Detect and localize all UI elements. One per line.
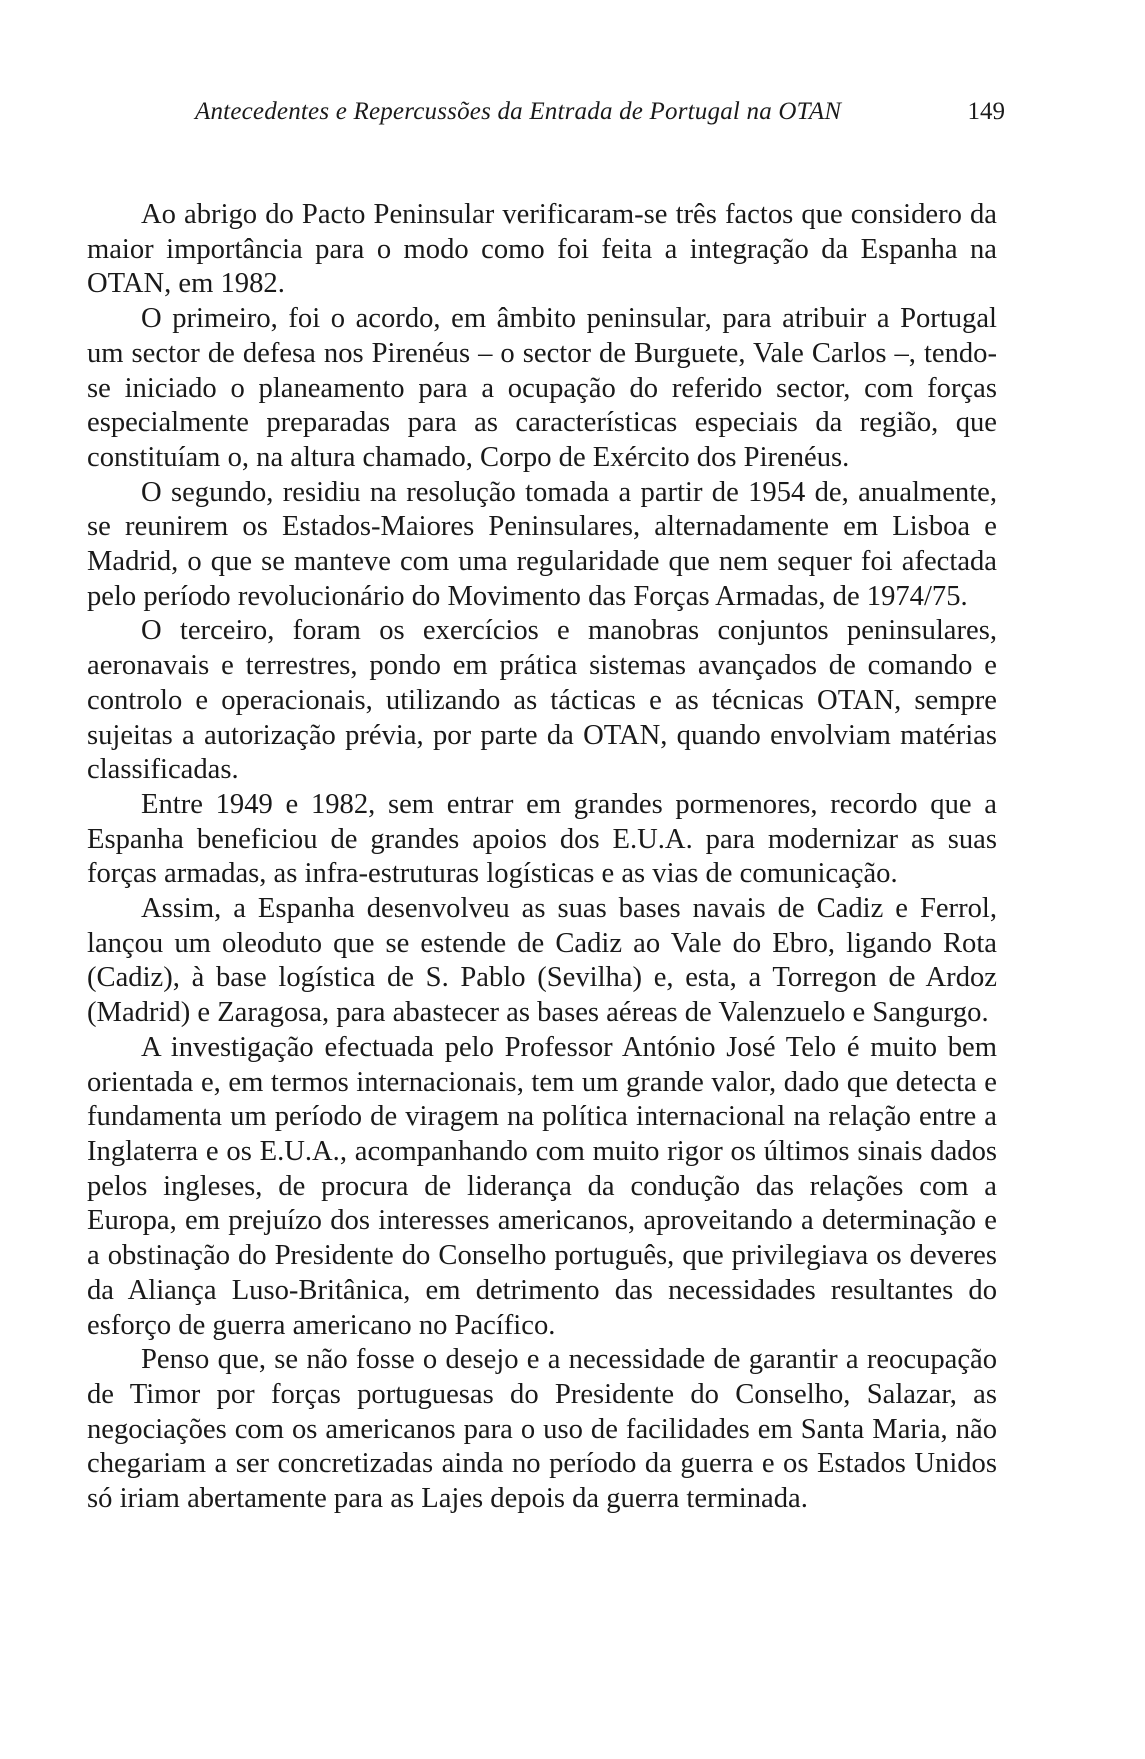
paragraph: Penso que, se não fosse o desejo e a necessidade de garantir a reocupação de Timor por forças portuguesas do Presidente do Conselho, Salazar, as negociações com os americanos para o uso de facilidades em Santa Maria, não chegariam a ser concretizadas ainda no período da guerra e os Estados Unidos só iriam abertamente para as Lajes depois da guerra terminada.: [87, 1344, 997, 1515]
paragraph: O primeiro, foi o acordo, em âmbito peninsular, para atribuir a Portugal um sector de defesa nos Pirenéus – o sector de Burguete, Vale Carlos –, tendo-se iniciado o planeamento para a ocupação do referido sector, com forças especialmente preparadas para as características especiais da região, que constituíam o, na altura chamado, Corpo de Exército dos Pirenéus.: [87, 303, 997, 473]
page-header: [195, 98, 1005, 138]
paragraph: Ao abrigo do Pacto Peninsular verificaram-se três factos que considero da maior importância para o modo como foi feita a integração da Espanha na OTAN, em 1982.: [87, 199, 997, 300]
paragraph: O segundo, residiu na resolução tomada a partir de 1954 de, anualmente, se reunirem os Estados-Maiores Peninsulares, alternadamente em Lisboa e Madrid, o que se manteve com uma regularidade que nem sequer foi afectada pelo período revolucionário do Movimento das Forças Armadas, de 1974/75.: [87, 476, 997, 612]
paragraph: A investigação efectuada pelo Professor António José Telo é muito bem orientada e, em termos internacionais, tem um grande valor, dado que detecta e fundamenta um período de viragem na política internacional na relação entre a Inglaterra e os E.U.A., acompanhando com muito rigor os últimos sinais dados pelos ingleses, de procura de liderança da condução das relações com a Europa, em prejuízo dos interesses americanos, aproveitando a determinação e a obstinação do Presidente do Conselho português, que privilegiava os deveres da Aliança Luso-Britânica, em detrimento das necessidades resultantes do esforço de guerra americano no Pacífico.: [87, 1031, 997, 1341]
page-number: 149: [967, 98, 1005, 125]
paragraph: Entre 1949 e 1982, sem entrar em grandes pormenores, recordo que a Espanha beneficiou de grandes apoios dos E.U.A. para modernizar as suas forças armadas, as infra-estruturas logísticas e as vias de comunicação.: [87, 788, 997, 890]
running-title: Antecedentes e Repercussões da Entrada de Portugal na OTAN: [195, 98, 842, 125]
paragraph: O terceiro, foram os exercícios e manobras conjuntos peninsulares, aeronavais e terrestres, pondo em prática sistemas avançados de comando e controlo e operacionais, utilizando as tácticas e as técnicas OTAN, sempre sujeitas a autorização prévia, por parte da OTAN, quando envolviam matérias classificadas.: [87, 615, 997, 786]
body-text: [87, 198, 997, 1517]
paragraph: Assim, a Espanha desenvolveu as suas bases navais de Cadiz e Ferrol, lançou um oleoduto que se estende de Cadiz ao Vale do Ebro, ligando Rota (Cadiz), à base logística de S. Pablo (Sevilha) e, esta, a Torregon de Ardoz (Madrid) e Zaragosa, para abastecer as bases aéreas de Valenzuelo e Sangurgo.: [87, 893, 997, 1029]
